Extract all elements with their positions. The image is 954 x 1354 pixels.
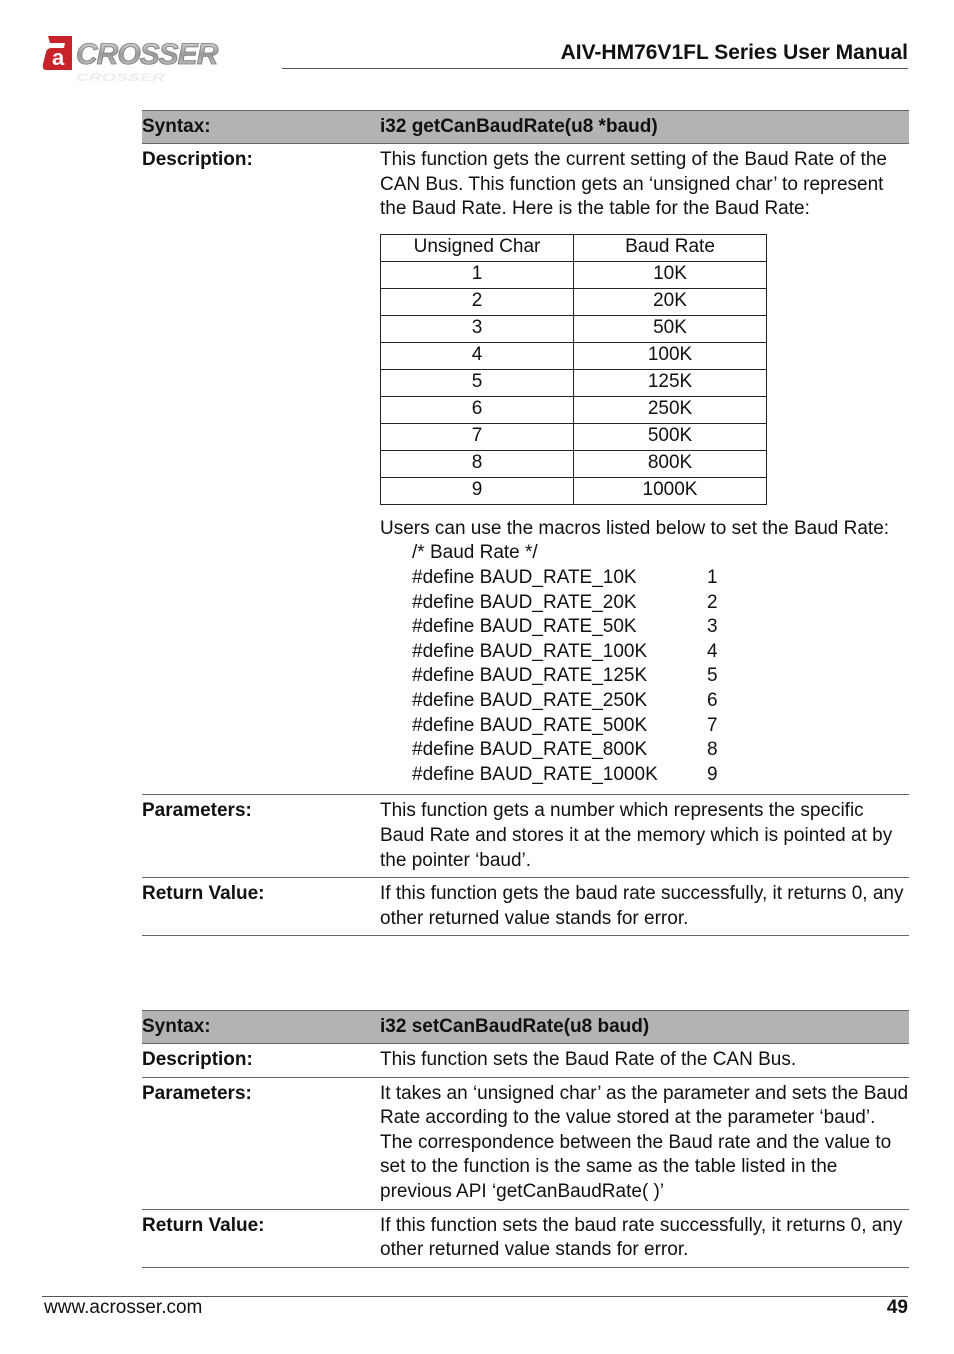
macro-line (380, 640, 909, 665)
return-value-row (142, 878, 909, 936)
description-content (380, 148, 909, 790)
table-row (381, 369, 767, 396)
header-divider (282, 68, 908, 69)
macros-intro: Users can use the macros listed below to set the Baud Rate: (380, 517, 890, 539)
table-row (381, 477, 767, 504)
description-label: Description: (142, 149, 253, 170)
macro-name: #define BAUD_RATE_500K (412, 714, 648, 736)
unsigned-char-cell: 1 (381, 261, 574, 288)
table-header-cell: Baud Rate (574, 234, 767, 261)
manual-title: AIV-HM76V1FL Series User Manual (560, 41, 908, 64)
syntax-value: i32 setCanBaudRate(u8 baud) (380, 1015, 650, 1037)
macro-value: 7 (707, 714, 718, 736)
syntax-row (142, 1010, 909, 1044)
macro-name: #define BAUD_RATE_1000K (412, 763, 658, 785)
macro-value: 9 (707, 763, 718, 785)
macro-line (380, 738, 909, 763)
return-value-text: If this function sets the baud rate successfully, it returns 0, any other returned value stands for error. (380, 1214, 903, 1261)
table-row (381, 288, 767, 315)
description-row (142, 144, 909, 795)
baud-rate-cell: 800K (574, 450, 767, 477)
table-row (381, 261, 767, 288)
return-value-row (142, 1210, 909, 1268)
description-label: Description: (142, 1049, 253, 1070)
parameters-label: Parameters: (142, 1082, 252, 1104)
unsigned-char-cell: 7 (381, 423, 574, 450)
unsigned-char-cell: 9 (381, 477, 574, 504)
syntax-label: Syntax: (142, 1015, 211, 1037)
acrosser-logo (42, 32, 274, 92)
table-row (381, 396, 767, 423)
macro-name: #define BAUD_RATE_10K (412, 566, 637, 588)
svg-text:CROSSER: CROSSER (76, 38, 218, 71)
table-header-cell: Unsigned Char (381, 234, 574, 261)
baud-rate-cell: 1000K (574, 477, 767, 504)
baud-rate-cell: 250K (574, 396, 767, 423)
unsigned-char-cell: 8 (381, 450, 574, 477)
parameters-row (142, 1078, 909, 1210)
return-value-label: Return Value: (142, 1214, 265, 1236)
description-text: This function sets the Baud Rate of the CAN Bus. (380, 1049, 797, 1070)
unsigned-char-cell: 2 (381, 288, 574, 315)
table-row (381, 423, 767, 450)
macro-line (380, 689, 909, 714)
parameters-text: It takes an ‘unsigned char’ as the parameter and sets the Baud Rate according to the value stored at the parameter ‘baud’. The correspondence between the Baud rate and the value to set to the function is the same as the table listed in the previous API ‘getCanBaudRate( )’ (380, 1082, 909, 1202)
macro-value: 8 (707, 739, 718, 761)
api-setcanbaudrate (142, 1010, 909, 1268)
description-text: This function gets the current setting of the Baud Rate of the CAN Bus. This function gets an ‘unsigned char’ to represent the Baud Rate. Here is the table for the Baud Rate: (380, 149, 887, 220)
macro-name: #define BAUD_RATE_50K (412, 616, 637, 638)
macro-line (380, 763, 909, 788)
macro-value: 5 (707, 665, 718, 687)
macro-line (380, 591, 909, 616)
macro-name: #define BAUD_RATE_125K (412, 665, 648, 687)
macro-value: 6 (707, 689, 718, 711)
macro-list (380, 566, 909, 787)
macros-comment: /* Baud Rate */ (412, 542, 538, 564)
macro-name: #define BAUD_RATE_800K (412, 739, 648, 761)
syntax-label: Syntax: (142, 115, 211, 137)
unsigned-char-cell: 4 (381, 342, 574, 369)
syntax-row (142, 110, 909, 144)
macro-line (380, 566, 909, 591)
api-getcanbaudrate (142, 110, 909, 936)
page-number: 49 (886, 1297, 908, 1318)
macro-value: 4 (707, 640, 718, 662)
baud-rate-cell: 10K (574, 261, 767, 288)
macro-value: 3 (707, 616, 718, 638)
table-header-row (381, 234, 767, 261)
macro-name: #define BAUD_RATE_100K (412, 640, 648, 662)
baud-rate-cell: 50K (574, 315, 767, 342)
syntax-value: i32 getCanBaudRate(u8 *baud) (380, 115, 658, 137)
table-row (381, 342, 767, 369)
baud-rate-table (380, 234, 767, 505)
table-row (381, 450, 767, 477)
macro-name: #define BAUD_RATE_20K (412, 591, 637, 613)
macro-line (380, 714, 909, 739)
svg-text:a: a (52, 45, 65, 70)
baud-rate-cell: 100K (574, 342, 767, 369)
baud-rate-cell: 20K (574, 288, 767, 315)
macro-value: 2 (707, 591, 718, 613)
description-row (142, 1044, 909, 1078)
parameters-text: This function gets a number which represents the specific Baud Rate and stores it at the memory which is pointed at by the pointer ‘baud’. (380, 800, 893, 871)
svg-text:CROSSER: CROSSER (76, 72, 165, 85)
macro-line (380, 664, 909, 689)
parameters-row (142, 795, 909, 878)
macro-name: #define BAUD_RATE_250K (412, 689, 648, 711)
footer-website: www.acrosser.com (44, 1297, 203, 1318)
macro-value: 1 (707, 566, 718, 588)
macro-line (380, 615, 909, 640)
unsigned-char-cell: 3 (381, 315, 574, 342)
parameters-label: Parameters: (142, 800, 252, 822)
unsigned-char-cell: 6 (381, 396, 574, 423)
return-value-label: Return Value: (142, 883, 265, 905)
table-row (381, 315, 767, 342)
baud-rate-cell: 500K (574, 423, 767, 450)
unsigned-char-cell: 5 (381, 369, 574, 396)
baud-rate-cell: 125K (574, 369, 767, 396)
return-value-text: If this function gets the baud rate successfully, it returns 0, any other returned value stands for error. (380, 883, 904, 929)
